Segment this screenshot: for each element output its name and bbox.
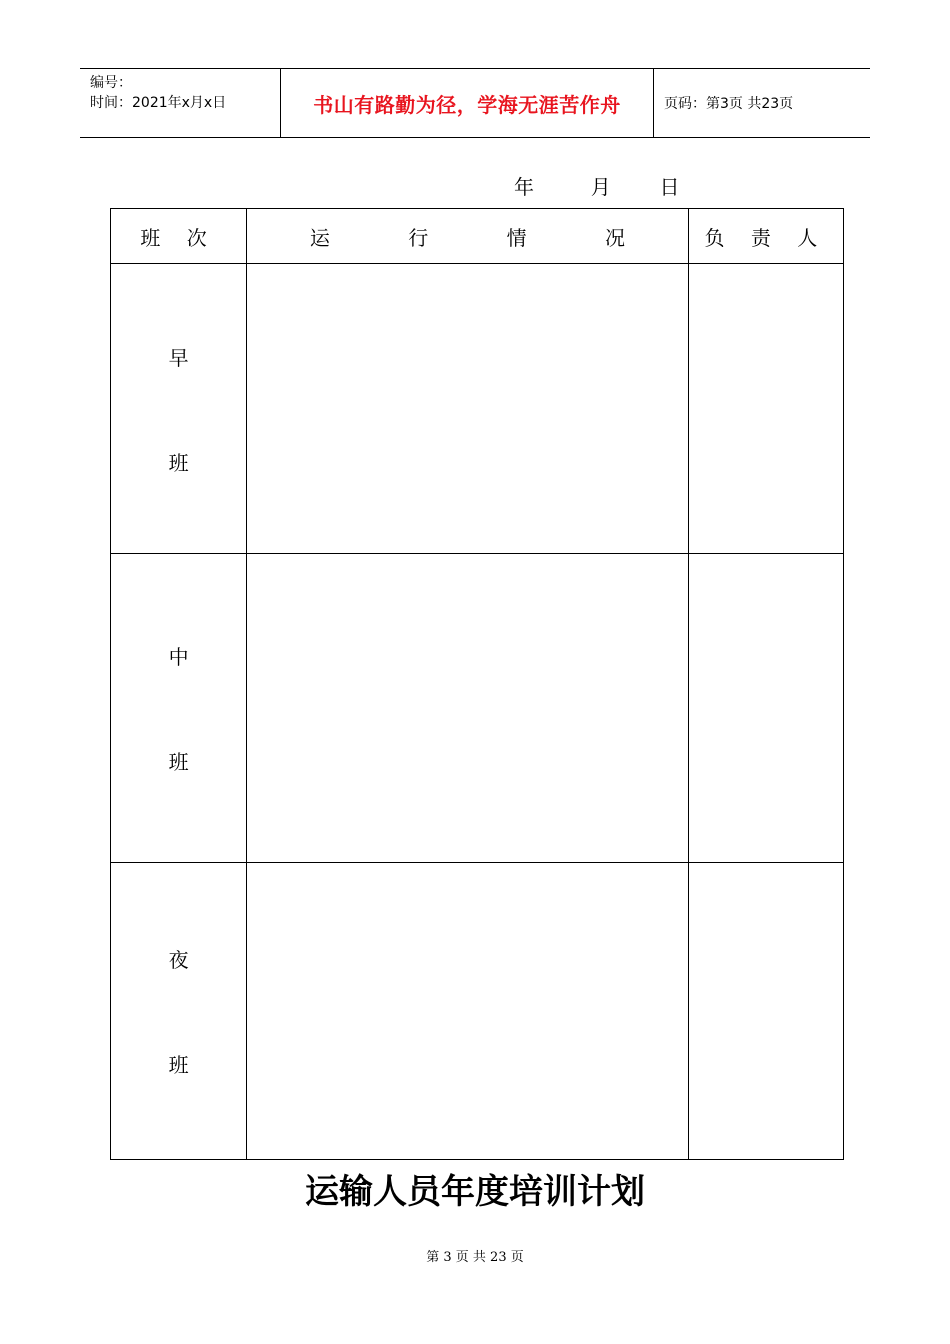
table-row xyxy=(111,554,844,863)
date-line xyxy=(514,171,679,200)
header-motto: 书山有路勤为径，学海无涯苦作舟 xyxy=(313,92,621,117)
person-cell[interactable] xyxy=(688,863,843,1160)
person-cell[interactable] xyxy=(688,554,843,863)
date-day-label: 日 xyxy=(659,175,680,199)
shift-label-top: 中 xyxy=(168,645,189,669)
header-page-info-cell xyxy=(654,69,870,137)
shift-label-top: 早 xyxy=(168,345,189,370)
table-row xyxy=(111,863,844,1160)
shift-label-bottom: 班 xyxy=(168,1053,189,1077)
shift-label-top: 夜 xyxy=(168,948,189,972)
date-month-label: 月 xyxy=(590,175,611,199)
shift-label-bottom: 班 xyxy=(168,750,189,774)
header-person: 负 责 人 xyxy=(688,209,843,264)
date-year-label: 年 xyxy=(514,175,534,199)
shift-label-cell xyxy=(111,554,247,863)
status-cell[interactable] xyxy=(247,264,689,554)
shift-log-table xyxy=(110,208,844,1160)
status-cell[interactable] xyxy=(247,554,689,863)
header-status: 运 行 情 况 xyxy=(247,209,689,264)
header-page-info: 页码：第3页 共23页 xyxy=(664,96,794,112)
status-cell[interactable] xyxy=(247,863,689,1160)
header-motto-cell xyxy=(281,69,654,137)
shift-label-cell xyxy=(111,863,247,1160)
document-time-label: 时间：2021年x月x日 xyxy=(90,95,227,111)
table-row xyxy=(111,264,844,554)
table-header-row xyxy=(111,209,844,264)
document-title: 运输人员年度培训计划 xyxy=(305,1172,645,1212)
header-shift: 班 次 xyxy=(111,209,247,264)
document-number-label: 编号： xyxy=(90,75,132,91)
shift-label-cell xyxy=(111,264,247,554)
shift-label-bottom: 班 xyxy=(168,450,189,475)
header-meta xyxy=(80,69,281,137)
page-footer: 第 3 页 共 23 页 xyxy=(426,1250,524,1265)
person-cell[interactable] xyxy=(688,264,843,554)
page-header xyxy=(80,68,870,138)
